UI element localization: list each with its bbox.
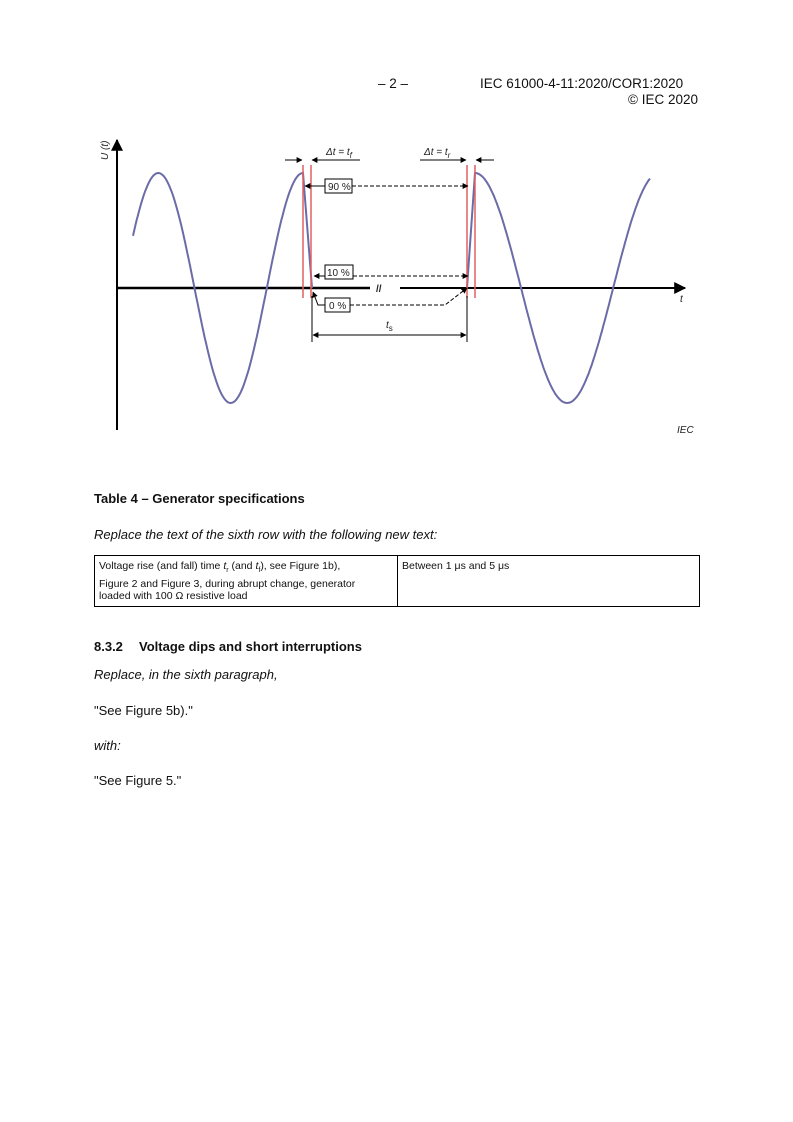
section-number: 8.3.2 [94,639,123,654]
y-axis-label: U (t) [100,140,111,160]
iec-figure-watermark: IEC [677,425,694,436]
paragraph-old-text: "See Figure 5b)." [94,703,193,718]
spec-parameter-cell: Voltage rise (and fall) time $t_r$ (and $t_f$), see Figure 1b), Figure 2 and Figure 3, during abrupt change, generator loaded with 100 Ω resistive load [95,556,398,607]
spec-value-cell: Between 1 μs and 5 μs [398,556,700,607]
x-axis-label: t [680,294,683,305]
level-10-label: 10 % [327,268,350,279]
copyright: © IEC 2020 [628,92,698,107]
rise-time-label: $\Delta t = t_r$ [424,147,451,160]
paragraph-replace: Replace, in the sixth paragraph, [94,667,278,682]
fall-time-label: $\Delta t = t_f$ [326,147,352,160]
table-row [95,556,700,607]
section-title: Voltage dips and short interruptions [139,639,362,654]
level-0-label: 0 % [329,301,347,312]
table-instruction: Replace the text of the sixth row with the following new text: [94,527,438,542]
level-90-label: 90 % [328,182,351,193]
page-number: – 2 – [378,76,409,91]
voltage-waveform-figure [90,128,710,448]
x-axis-break: // [376,284,382,295]
ts-label: $t_s$ [386,320,393,333]
table-caption: Table 4 – Generator specifications [94,491,305,506]
paragraph-new-text: "See Figure 5." [94,773,182,788]
section-heading [94,639,362,654]
standard-id: IEC 61000-4-11:2020/COR1:2020 [480,76,684,91]
generator-spec-table [94,555,700,607]
paragraph-with: with: [94,738,121,753]
